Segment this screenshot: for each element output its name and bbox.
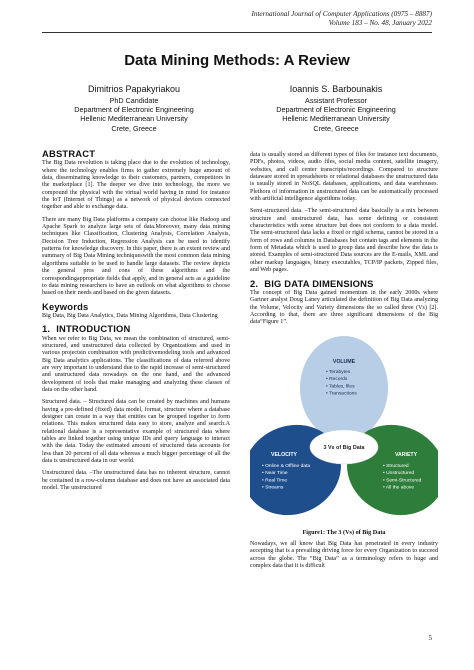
abstract-heading: ABSTRACT — [42, 148, 96, 159]
variety-item: • Structured — [383, 463, 409, 469]
author-dept: Department of Electronic Engineering — [74, 105, 194, 115]
dimensions-number: 2. — [250, 277, 259, 289]
variety-title: VARIETY — [394, 451, 418, 458]
author-dept: Department of Electronic Engineering — [276, 105, 396, 115]
intro-title: INTRODUCTION — [56, 323, 131, 335]
right-paragraph-3: The concept of Big Data gained momentum in the early 2000s where Gartner analyst Doug Laney articulated the definition of Big Data analyzing the Volume, Velocity and Variety dimensions the so called three (Vs) [2]. According to that, there are three significant dimensions of the Big data“Figure 1”. — [250, 289, 438, 326]
author-name: Dimitrios Papakyriakou — [87, 84, 181, 94]
paper-title: Data Mining Methods: A Review — [124, 52, 350, 69]
author-2 — [246, 84, 426, 133]
intro-paragraph-3: Unstructured data. –The unstructured data has no inherent structure, cannot be contained in a row-column database and does not have an associated data model. The unstructured — [42, 470, 230, 492]
variety-item: • Semi-Structured — [383, 477, 422, 483]
intro-heading — [42, 323, 230, 335]
author-name: Ioannis S. Barbounakis — [289, 84, 383, 94]
right-paragraph-1: data is usually stored as different types of files for instance text documents, PDFs, photos, videos, audio files, social media content, satellite imagery, websites, and call center transcripts/recordings. Compared to structure dataware stored in spreadsheets or relational databases the unstructured data is usually stored in NoSQL databases, applications, and data warehouses. Plethora of information in unstructured data can be automatically processed with artificial intelligence algorithms today. — [250, 152, 438, 203]
center-label: 3 Vs of Big Data — [323, 444, 365, 451]
journal-volume: Volume 183 – No. 48, January 2022 — [328, 19, 432, 27]
author-city: Crete, Greece — [111, 123, 157, 133]
author-city: Crete, Greece — [313, 123, 359, 133]
keywords-heading: Keywords — [42, 300, 89, 312]
author-1 — [44, 84, 224, 133]
journal-header — [251, 10, 432, 28]
velocity-item: • Near Time — [262, 470, 288, 476]
keywords-text: Big Data, Big Data Analytics, Data Mining Algorithms, Data Clustering — [42, 312, 218, 319]
three-vs-figure — [250, 332, 438, 527]
abstract-paragraph-1: The Big Data revolution is taking place due to the evolution of technology, where the technology enables firms to gather extremely huge amount of data, disseminating knowledge to their customers, partners, competitors in the marketplace [1]. The deeper we dive into technology, the more we compound the physical with the virtual world having in mind for instance the IoT (Internet of Things) as a network of physical devices connected together and able to exchange data. — [42, 160, 230, 211]
volume-item: • Terabytes — [326, 369, 351, 375]
variety-item: • All the above — [383, 485, 415, 491]
left-column — [42, 150, 230, 497]
velocity-item: • Streams — [262, 485, 284, 491]
volume-item: • Transactions — [326, 391, 357, 397]
volume-item: • Records — [326, 376, 348, 382]
author-univ: Hellenic Mediterranean University — [282, 114, 390, 124]
right-paragraph-4: Nowadays, we all know that Big Data has penetrated in every industry accepting that is a prevailing driving force for every Organization to succeed across the globe. The “Big Data” as a terminology refers to huge and complex data that it is difficult — [250, 540, 438, 569]
intro-paragraph-2: Structured data. – Structured data can be created by machines and humans having a pre-defined (fixed) data model, format, structure where a database designer can create in a way that entities can be grouped together to form relations. This makes structured data easy to store, analyze and search.A relational database is a representative example of structured data where tables are linked together using unique IDs and query language to interact with the data. Today the estimated amount of structured data accounts for less than 20 percent of all data whereas a much bigger percentage of all the data is unstructured data in our world. — [42, 399, 230, 465]
three-vs-diagram — [250, 332, 438, 527]
variety-item: • Unstructured — [383, 470, 415, 476]
dimensions-title: BIG DATA DIMENSIONS — [264, 277, 374, 289]
page-number: 5 — [428, 634, 432, 642]
velocity-item: • Real Time — [262, 477, 288, 483]
right-column — [250, 152, 438, 575]
volume-title: VOLUME — [332, 358, 356, 365]
intro-paragraph-1: When we refer to Big Data, we mean the combination of structured, semi-structured, and unstructured data collected by Organizations and used in various projectsin combination with predictivemodeling tools and advanced Big Data analytics applications. The classifications of data referred above are very important to understand due to the rapid increase of semi-structured and unstructured data nowadays on the one hand, and the advanced development of tools that make managing and analyzing these classes of data on the other hand. — [42, 335, 230, 393]
velocity-item: • Online & Offline data — [262, 463, 311, 469]
header-rule — [42, 32, 432, 33]
right-paragraph-2: Semi-structured data. –The semi-structured data basically is a mix between structure and unstructured data, has some defining or consistent characteristics with some structure but does not conform to a data model. The semi-structured data lacks a fixed or rigid schema, cannot be stored in a form of rows and columns in Databases but contain tags and elements in the form of Metadata which is used to group data and describe how the data is stored. Examples of semi-structured Data sources are the E-mails, XML and other markup languages, binary executables, TCP/IP packets, Zipped files, and Web pages. — [250, 208, 438, 274]
velocity-title: VELOCITY — [271, 451, 297, 458]
intro-number: 1. — [42, 323, 51, 335]
author-univ: Hellenic Mediterranean University — [80, 114, 188, 124]
journal-name: International Journal of Computer Applications (0975 – 8887) — [251, 10, 432, 18]
author-role: Assistant Professor — [305, 96, 367, 105]
dimensions-heading — [250, 277, 438, 289]
figure-caption: Figure1: The 3 (Vs) of Big Data — [302, 528, 386, 536]
volume-item: • Tables, files — [326, 383, 355, 389]
abstract-paragraph-2: There are many Big Data platforms a company can choose like Hadoop and Apache Spark to analyze large sets of data.Moreover, many data mining techniques like Classification, Clustering Analysis, Correlation Analysis, Decision Tree Induction, Regression Analysis can be used to identify patterns for knowledge discovery. In this paper, there is an extent review and summary of Big Data Mining techniqueswith the most common data mining algorithms suitable to be used to handle large datasets. The review depicts the general pros and cons of these algorithms and the correspondingappropriate fields that apply, and in general acts as a guideline to data mining researchers to have an outlook on what algorithms to choose based on their needs and based on the given datasets. — [42, 216, 230, 297]
author-role: PhD Candidate — [109, 96, 159, 105]
